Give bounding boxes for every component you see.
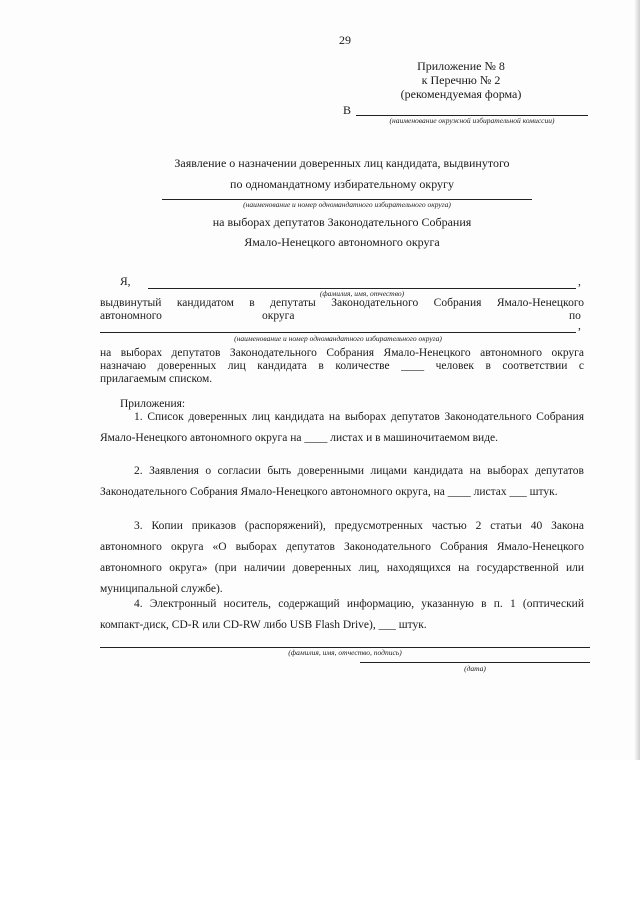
attachments-heading: Приложения: <box>120 398 186 410</box>
page-number: 29 <box>339 33 351 47</box>
appendix-number: Приложение № 8 <box>417 59 505 73</box>
district-caption: (наименование и номер одномандатного избирательного округа) <box>234 334 442 343</box>
nominated-line-2-right: по <box>569 310 581 322</box>
addressee-prefix: В <box>343 103 352 117</box>
elections-line: на выборах депутатов Законодательного Собрания Ямало-Ненецкого автономного округа <box>100 347 584 359</box>
nominated-line-2-mid: округа <box>262 310 295 322</box>
applicant-comma: , <box>578 276 581 288</box>
applicant-prefix: Я, <box>120 276 131 288</box>
date-caption: (дата) <box>464 664 486 673</box>
district-blank-line <box>100 332 576 333</box>
title-district-caption: (наименование и номер одномандатного избирательного округа) <box>243 200 451 209</box>
appoint-line: назначаю доверенных лиц кандидата в количестве ____ человек в соответствии с <box>100 360 584 372</box>
attachment-item-4: 4. Электронный носитель, содержащий информацию, указанную в п. 1 (оптический компакт-диск, CD-R или CD-RW либо USB Flash Drive), ___ штук. <box>100 598 584 631</box>
nominated-line-2-left: автономного <box>100 310 162 322</box>
list-line: прилагаемым списком. <box>100 373 213 385</box>
list-reference: к Перечню № 2 <box>421 73 501 87</box>
title-line-2: по одномандатному избирательному округу <box>230 177 454 191</box>
attachment-item-3: 3. Копии приказов (распоряжений), предусмотренных частью 2 статьи 40 Закона автономного округа «О выборах депутатов Законодательного Собрания Ямало-Ненецкого автономного округа» (при наличии доверенных лиц, находящихся на государственной или муниципальной службе). <box>100 520 584 595</box>
title-line-3: на выборах депутатов Законодательного Собрания <box>212 215 472 229</box>
district-comma: , <box>578 320 581 332</box>
date-blank-line <box>360 662 590 663</box>
form-note: (рекомендуемая форма) <box>400 87 522 101</box>
signature-caption: (фамилия, имя, отчество, подпись) <box>288 648 402 657</box>
nominated-line-1: выдвинутый кандидатом в депутаты Законодательного Собрания Ямало-Ненецкого <box>100 297 584 309</box>
attachment-item-2: 2. Заявления о согласии быть доверенными лицами кандидата на выборах депутатов Законодательного Собрания Ямало-Ненецкого автономного округа, на ____ листах ___ штук. <box>100 465 584 498</box>
addressee-caption: (наименование окружной избирательной комиссии) <box>389 116 555 125</box>
sheet-edge-shadow <box>634 0 640 760</box>
blank-area <box>0 760 640 905</box>
title-line-4: Ямало-Ненецкого автономного округа <box>244 235 440 249</box>
attachment-item-1: 1. Список доверенных лиц кандидата на выборах депутатов Законодательного Собрания Ямало-Ненецкого автономного округа на ____ листах и в машиночитаемом виде. <box>100 411 584 444</box>
title-line-1: Заявление о назначении доверенных лиц кандидата, выдвинутого <box>174 156 510 170</box>
applicant-name-caption: (фамилия, имя, отчество) <box>319 289 405 298</box>
